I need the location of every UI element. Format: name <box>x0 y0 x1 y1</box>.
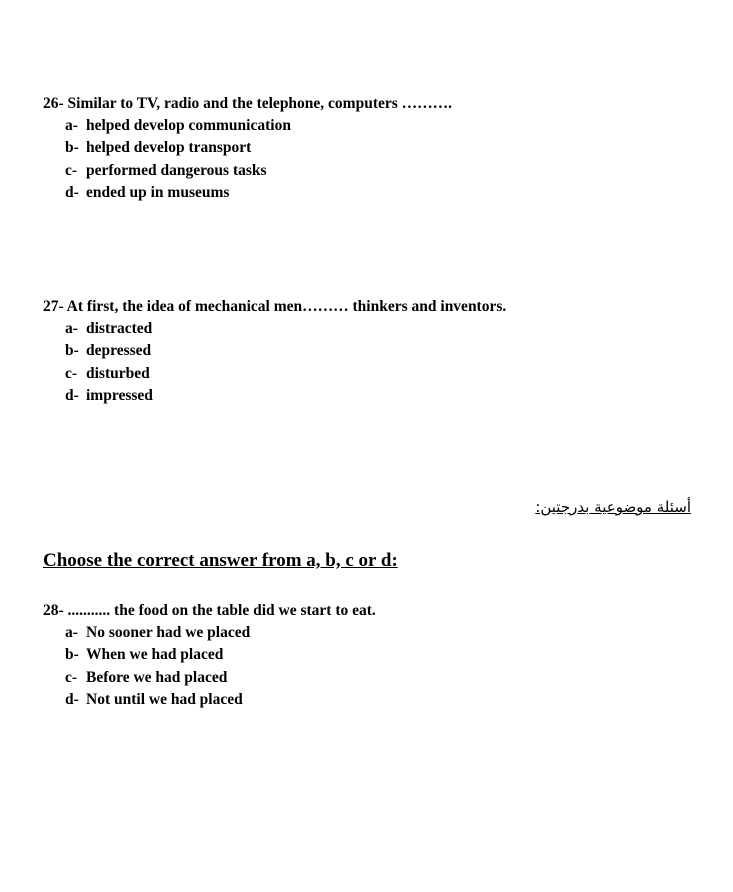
options-list <box>43 115 703 204</box>
question-text: - ........... the food on the table did we start to eat. <box>58 602 376 619</box>
option-d[interactable] <box>43 182 703 204</box>
question-26 <box>43 93 703 204</box>
option-text: disturbed <box>86 364 150 382</box>
option-text: Before we had placed <box>86 668 228 686</box>
option-a[interactable] <box>43 318 703 340</box>
option-c[interactable] <box>43 363 703 385</box>
question-stem <box>43 93 703 115</box>
option-a[interactable] <box>43 622 703 644</box>
option-c[interactable] <box>43 667 703 689</box>
question-stem <box>43 600 703 622</box>
option-text: ended up in museums <box>86 183 230 201</box>
option-d[interactable] <box>43 689 703 711</box>
question-stem <box>43 296 703 318</box>
option-text: depressed <box>86 342 152 360</box>
option-letter: d- <box>65 690 79 708</box>
option-letter: a- <box>65 320 78 337</box>
option-text: helped develop communication <box>86 117 291 134</box>
option-letter: b- <box>65 646 79 664</box>
option-text: helped develop transport <box>86 139 252 157</box>
question-27 <box>43 296 703 407</box>
option-letter: b- <box>65 139 79 157</box>
section-heading-arabic: أسئلة موضوعية بدرجتين: <box>535 498 691 516</box>
question-number: 27 <box>43 298 59 315</box>
question-text: - Similar to TV, radio and the telephone, computers ………. <box>58 95 453 112</box>
option-letter: c- <box>65 668 78 686</box>
option-letter: d- <box>65 386 79 404</box>
option-c[interactable] <box>43 160 703 182</box>
question-number: 26 <box>43 95 59 112</box>
question-28 <box>43 600 703 711</box>
question-number: 28 <box>43 602 59 619</box>
option-text: When we had placed <box>86 646 224 664</box>
option-text: impressed <box>86 386 153 404</box>
options-list <box>43 318 703 407</box>
question-text: - At first, the idea of mechanical men……… thinkers and inventors. <box>58 298 507 315</box>
option-text: No sooner had we placed <box>86 624 251 641</box>
option-a[interactable] <box>43 115 703 137</box>
option-b[interactable] <box>43 137 703 159</box>
option-letter: b- <box>65 342 79 360</box>
option-text: Not until we had placed <box>86 690 243 708</box>
option-text: distracted <box>86 320 153 337</box>
option-letter: d- <box>65 183 79 201</box>
option-letter: a- <box>65 117 78 134</box>
option-letter: a- <box>65 624 78 641</box>
option-b[interactable] <box>43 340 703 362</box>
option-b[interactable] <box>43 644 703 666</box>
option-letter: c- <box>65 161 78 179</box>
option-d[interactable] <box>43 385 703 407</box>
instruction-heading: Choose the correct answer from a, b, c or d: <box>43 550 398 571</box>
options-list <box>43 622 703 711</box>
option-letter: c- <box>65 364 78 382</box>
option-text: performed dangerous tasks <box>86 161 267 179</box>
